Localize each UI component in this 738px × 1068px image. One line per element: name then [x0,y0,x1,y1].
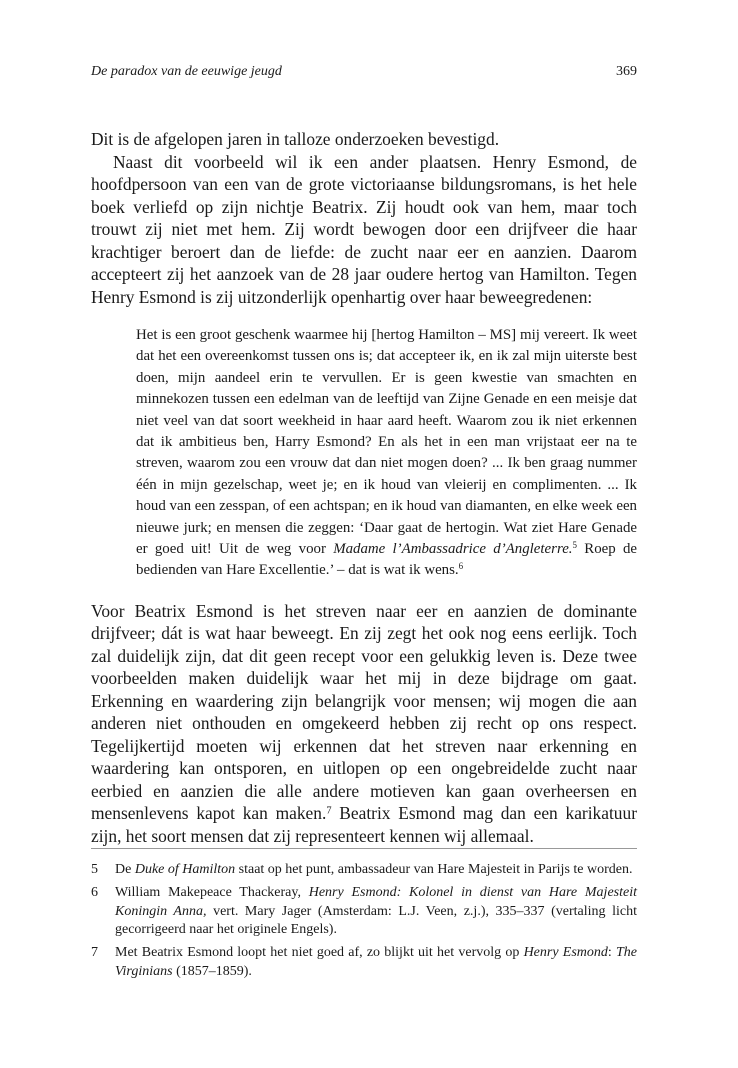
paragraph-2: Naast dit voorbeeld wil ik een ander plaatsen. Henry Esmond, de hoofdpersoon van een van de grote victoriaanse bildungsromans, is het hele boek verliefd op zijn nichtje Beatrix. Zij houdt ook van hem, maar toch trouwt zij niet met hem. Zij wordt bewogen door een drijfveer die haar krachtiger beroert dan de liefde: de zucht naar eer en aanzien. Daarom accepteert zij het aanzoek van de 28 jaar oudere hertog van Hamilton. Tegen Henry Esmond is zij uitzonderlijk openhartig over haar beweegredenen: [91,151,637,307]
footnotes [91,861,637,986]
footnote-text [115,884,637,940]
quote-text-b: Roep de bedienden van Hare Excellentie.’ – dat is wat ik wens. [136,541,637,579]
footnote-number: 7 [91,945,98,961]
footnote-italic: Duke of Hamilton [134,862,236,877]
footnote-text-part: Met Beatrix Esmond loopt het niet goed af, zo blijkt uit het vervolg op [115,945,524,961]
footnote-number: 6 [91,884,98,900]
footnote-text-part: vert. Mary Jager (Amsterdam: L.J. Veen, z.j.), 335–337 (vertaling licht gecorrigeerd naar het originele Engels). [115,903,637,938]
paragraph-3-text-a: Voor Beatrix Esmond is het streven naar eer en aanzien de dominante drijfveer; dát is wat haar beweegt. En zij zegt het ook nog eens eerlijk. Toch zal duidelijk zijn, dat dit geen recept voor een gelukkig leven is. Deze twee voorbeelden maken duidelijk waar het mij in deze bijdrage om gaat. Erkenning en waardering zijn belangrijk voor mensen; wij mogen die aan anderen niet onthouden en omgekeerd hebben zij recht op ons respect. Tegelijkertijd moeten wij erkennen dat het streven naar erkenning en waardering kan ontsporen, en uitlopen op een ongebreidelde zucht naar eerbied en aanzien die alle andere motieven kan gaan overheersen en mensenlevens kapot kan maken. [91,600,637,824]
quote-italic: Madame l’Ambassadrice d’Angleterre. [333,541,573,558]
footnote-text [115,944,637,982]
footnote-text-part: (1857–1859). [172,963,252,979]
paragraph-3 [91,600,637,848]
block-quote [136,325,637,582]
main-text [91,128,637,847]
footnote-text-part: William Makepeace Thackeray, [115,884,309,900]
footnote-5 [91,861,637,880]
footnote-divider [91,848,637,849]
footnote-6 [91,884,637,940]
footnote-italic: Henry Esmond [523,945,608,961]
paragraph-3-text-b: Beatrix Esmond mag dan een karikatuur zijn, het soort mensen dat zij representeert kennen wij allemaal. [91,803,637,846]
footnote-ref-7[interactable]: 7 [326,805,332,817]
footnote-text-part: : [607,945,616,961]
footnote-italic: The Virginians [115,945,637,979]
footnote-7 [91,944,637,982]
footnote-number: 5 [91,862,98,877]
running-header [91,64,637,80]
running-title: De paradox van de eeuwige jeugd [91,64,282,79]
footnote-text [115,861,637,880]
paragraph-1: Dit is de afgelopen jaren in talloze onderzoeken bevestigd. [91,129,500,149]
footnote-ref-6[interactable]: 6 [458,561,464,572]
quote-text-a: Het is een groot geschenk waarmee hij [hertog Hamilton – MS] mij vereert. Ik weet dat het een overeenkomst tussen ons is; dat accepteer ik, en ik zal mijn uiterste best doen, mijn aandeel erin te vervullen. Er is geen kwestie van smachten en minnekozen tussen een edelman van de leeftijd van Zijne Genade en een meisje dat niet veel van dat soort weekheid in haar aard heeft. Waarom zou ik niet erkennen dat ik ambitieus ben, Harry Esmond? En als het in een man vrijstaat eer na te streven, waarom zou een vrouw dat dan niet mogen doen? ... Ik ben graag nummer één in mijn gezelschap, weet je; en ik houd van vleierij en complimenten. ... Ik houd van een zesspan, of een achtspan; en ik houd van diamanten, en elke week een nieuwe jurk; en mensen die zeggen: ‘Daar gaat de hertogin. Wat ziet Hare Genade er goed uit! Uit de weg voor [136,327,637,558]
footnote-text-part: staat op het punt, ambassadeur van Hare Majesteit in Parijs te worden. [235,862,633,877]
page-number: 369 [616,64,637,79]
footnote-ref-5[interactable]: 5 [572,540,577,551]
footnote-italic: Henry Esmond: Kolonel in dienst van Hare Majesteit Koningin Anna, [115,884,637,919]
footnote-text-part: De [115,862,135,877]
